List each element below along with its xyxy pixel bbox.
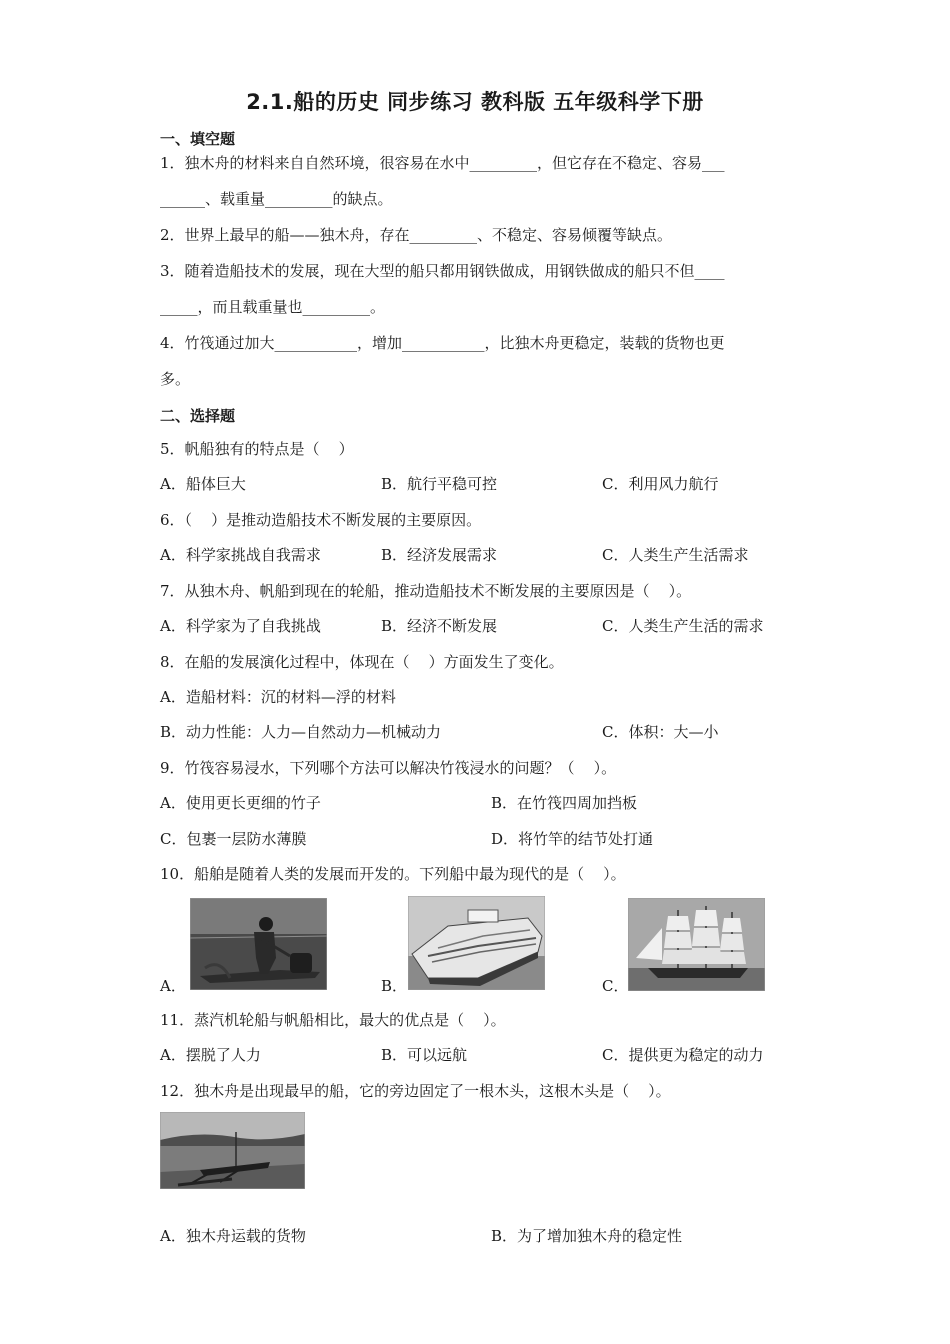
q11-option-a: A．摆脱了人力 <box>160 1046 261 1064</box>
q7-option-b: B．经济不断发展 <box>381 617 498 635</box>
q7-option-a: A．科学家为了自我挑战 <box>160 617 321 635</box>
q6-option-b: B．经济发展需求 <box>381 546 498 564</box>
q5-option-a: A．船体巨大 <box>160 475 246 493</box>
q3-line2: _____，而且载重量也_________。 <box>160 298 386 316</box>
q12-image-outrigger-canoe <box>160 1112 305 1189</box>
q10-option-a: A． <box>160 977 186 995</box>
q10-image-sailing-ship <box>628 898 765 991</box>
q6-stem: 6．（ ）是推动造船技术不断发展的主要原因。 <box>160 511 482 529</box>
q3-line1: 3．随着造船技术的发展，现在大型的船只都用钢铁做成，用钢铁做成的船只不但____ <box>160 262 725 280</box>
q11-stem: 11．蒸汽机轮船与帆船相比，最大的优点是（ ）。 <box>160 1011 506 1029</box>
q12-option-b: B．为了增加独木舟的稳定性 <box>491 1227 683 1245</box>
q1-line1: 1．独木舟的材料来自自然环境，很容易在水中_________，但它存在不稳定、容易___ <box>160 154 725 172</box>
q5-stem: 5．帆船独有的特点是（ ） <box>160 440 354 458</box>
cruise-ship-photo-icon <box>408 896 545 990</box>
section-fill-in: 一、填空题 <box>160 130 236 148</box>
q9-option-b: B．在竹筏四周加挡板 <box>491 794 638 812</box>
q9-stem: 9．竹筏容易浸水，下列哪个方法可以解决竹筏浸水的问题？（ ）。 <box>160 759 617 777</box>
q8-option-b: B．动力性能：人力—自然动力—机械动力 <box>160 723 442 741</box>
page-title: 2.1.船的历史 同步练习 教科版 五年级科学下册 <box>246 90 704 114</box>
sailing-ship-photo-icon <box>628 898 765 991</box>
q7-option-c: C．人类生产生活的需求 <box>602 617 764 635</box>
q6-option-a: A．科学家挑战自我需求 <box>160 546 321 564</box>
q8-option-a: A．造船材料：沉的材料—浮的材料 <box>160 688 396 706</box>
q8-option-c: C．体积：大—小 <box>602 723 719 741</box>
q5-option-c: C．利用风力航行 <box>602 475 719 493</box>
q8-stem: 8．在船的发展演化过程中，体现在（ ）方面发生了变化。 <box>160 653 564 671</box>
q4-line2: 多。 <box>160 370 191 388</box>
q10-option-b: B． <box>381 977 408 995</box>
q10-image-cruise-ship <box>408 896 545 990</box>
q6-option-c: C．人类生产生活需求 <box>602 546 749 564</box>
q11-option-b: B．可以远航 <box>381 1046 468 1064</box>
raft-photo-icon <box>190 898 327 990</box>
q4-line1: 4．竹筏通过加大___________，增加___________，比独木舟更稳定，装载的货物也更 <box>160 334 725 352</box>
outrigger-canoe-photo-icon <box>160 1112 305 1189</box>
q7-stem: 7．从独木舟、帆船到现在的轮船，推动造船技术不断发展的主要原因是（ ）。 <box>160 582 692 600</box>
q10-option-c: C． <box>602 977 629 995</box>
q12-stem: 12．独木舟是出现最早的船，它的旁边固定了一根木头，这根木头是（ ）。 <box>160 1082 671 1100</box>
q12-option-a: A．独木舟运载的货物 <box>160 1227 306 1245</box>
section-choice: 二、选择题 <box>160 407 236 425</box>
q9-option-a: A．使用更长更细的竹子 <box>160 794 321 812</box>
q9-option-d: D．将竹竿的结节处打通 <box>491 830 654 848</box>
q1-line2: ______、载重量_________的缺点。 <box>160 190 393 208</box>
q5-option-b: B．航行平稳可控 <box>381 475 498 493</box>
q2-text: 2．世界上最早的船——独木舟，存在_________、不稳定、容易倾覆等缺点。 <box>160 226 673 244</box>
q10-image-raft <box>190 898 327 990</box>
q9-option-c: C．包裹一层防水薄膜 <box>160 830 307 848</box>
q11-option-c: C．提供更为稳定的动力 <box>602 1046 764 1064</box>
q10-stem: 10．船舶是随着人类的发展而开发的。下列船中最为现代的是（ ）。 <box>160 865 626 883</box>
